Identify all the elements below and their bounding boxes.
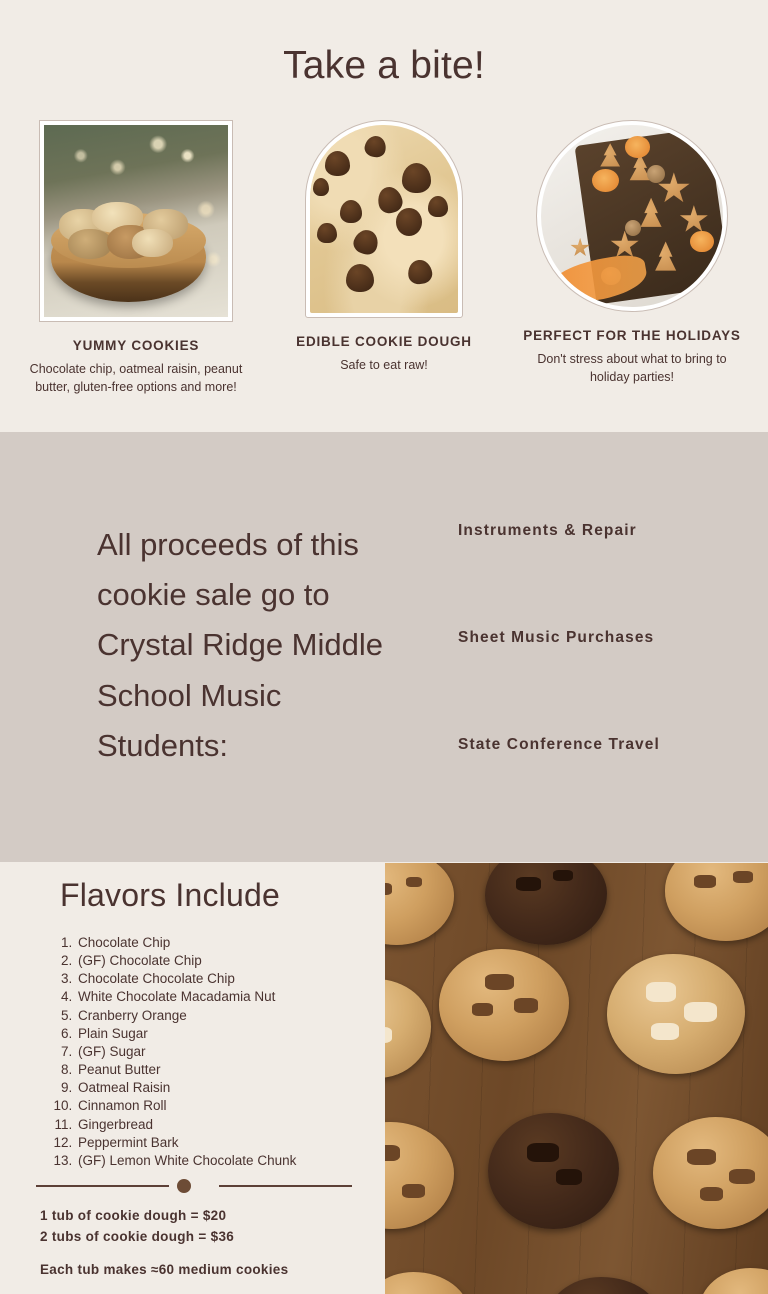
assorted-cookies-on-wooden-table-photo bbox=[385, 863, 768, 1294]
list-item: 7. (GF) Sugar bbox=[76, 1043, 376, 1061]
proceeds-list bbox=[458, 522, 748, 843]
feature-yummy-cookies bbox=[24, 120, 248, 396]
list-item: 9. Oatmeal Raisin bbox=[76, 1079, 376, 1097]
list-item: 2. (GF) Chocolate Chip bbox=[76, 952, 376, 970]
divider-dot-icon bbox=[177, 1179, 191, 1193]
list-item: 3. Chocolate Chocolate Chip bbox=[76, 970, 376, 988]
feature-title: YUMMY COOKIES bbox=[72, 338, 200, 353]
list-item: 8. Peanut Butter bbox=[76, 1061, 376, 1079]
proceeds-item-instruments: Instruments & Repair bbox=[458, 522, 637, 539]
list-item: 5. Cranberry Orange bbox=[76, 1007, 376, 1025]
proceeds-section bbox=[0, 432, 768, 862]
feature-perfect-for-holidays bbox=[520, 120, 744, 386]
flavors-list bbox=[48, 934, 376, 1170]
list-item: 1. Chocolate Chip bbox=[76, 934, 376, 952]
pricing-block bbox=[40, 1206, 370, 1248]
proceeds-item-sheet-music: Sheet Music Purchases bbox=[458, 629, 655, 646]
list-item: 4. White Chocolate Macadamia Nut bbox=[76, 988, 376, 1006]
list-item: 13. (GF) Lemon White Chocolate Chunk bbox=[76, 1152, 376, 1170]
feature-body: Don't stress about what to bring to holiday parties! bbox=[537, 351, 727, 384]
feature-body: Chocolate chip, oatmeal raisin, peanut butter, gluten-free options and more! bbox=[29, 361, 243, 394]
chocolate-chip-cookie-dough-photo bbox=[305, 120, 463, 318]
section-divider bbox=[36, 1179, 352, 1193]
list-item: 12. Peppermint Bark bbox=[76, 1134, 376, 1152]
price-two-tubs: 2 tubs of cookie dough = $36 bbox=[40, 1228, 235, 1244]
page-title: Take a bite! bbox=[283, 44, 485, 87]
holiday-cookies-on-wood-slab-photo bbox=[39, 120, 233, 322]
list-item: 6. Plain Sugar bbox=[76, 1025, 376, 1043]
proceeds-item-state-conference: State Conference Travel bbox=[458, 736, 660, 753]
feature-title: PERFECT FOR THE HOLIDAYS bbox=[523, 328, 741, 343]
price-single-tub: 1 tub of cookie dough = $20 bbox=[40, 1208, 227, 1223]
list-item: 10. Cinnamon Roll bbox=[76, 1097, 376, 1115]
feature-title: EDIBLE COOKIE DOUGH bbox=[296, 334, 472, 349]
flavors-heading: Flavors Include bbox=[60, 877, 280, 913]
feature-body: Safe to eat raw! bbox=[340, 357, 428, 372]
proceeds-heading: All proceeds of this cookie sale go to Crystal Ridge Middle School Music Students: bbox=[97, 527, 383, 763]
list-item: 11. Gingerbread bbox=[76, 1116, 376, 1134]
top-section bbox=[0, 0, 768, 432]
pricing-note: Each tub makes ≈60 medium cookies bbox=[40, 1262, 289, 1277]
decorated-gingerbread-cookies-photo bbox=[536, 120, 728, 312]
feature-edible-cookie-dough bbox=[272, 120, 496, 374]
